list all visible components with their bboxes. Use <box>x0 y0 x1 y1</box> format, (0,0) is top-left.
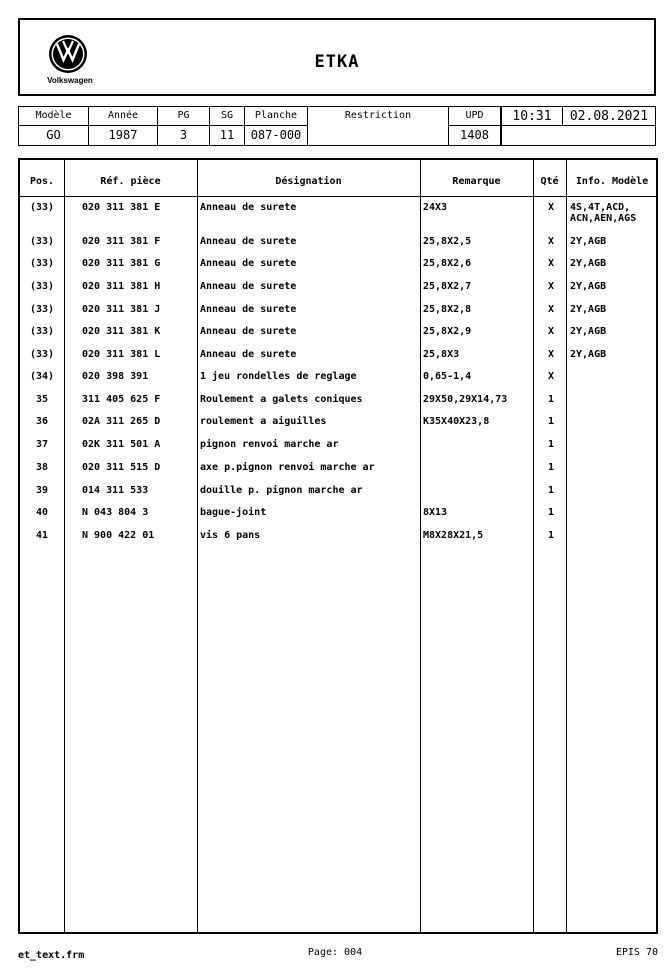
row-designation: Anneau de surete <box>200 258 297 269</box>
row-ref: 311 405 625 F <box>82 394 161 405</box>
row-qte: X <box>547 349 555 360</box>
row-pos: (33) <box>29 349 55 360</box>
row-remarque: K35X40X23,8 <box>423 416 490 427</box>
col-header-ref: Réf. pièce <box>100 176 161 187</box>
row-pos: (34) <box>29 371 55 382</box>
pg-value: 3 <box>179 128 188 142</box>
row-remarque: 29X50,29X14,73 <box>423 394 508 405</box>
footer-right: EPIS 70 <box>615 947 658 958</box>
row-pos: 39 <box>35 485 49 496</box>
row-qte: 1 <box>547 394 555 405</box>
row-ref: 020 311 381 K <box>82 326 161 337</box>
row-remarque: M8X28X21,5 <box>423 530 484 541</box>
row-qte: 1 <box>547 485 555 496</box>
row-ref: 020 398 391 <box>82 371 149 382</box>
row-qte: X <box>547 304 555 315</box>
row-designation: pignon renvoi marche ar <box>200 439 339 450</box>
row-designation: axe p.pignon renvoi marche ar <box>200 462 375 473</box>
row-ref: 014 311 533 <box>82 485 149 496</box>
annee-value: 1987 <box>108 128 138 142</box>
info-datetime <box>501 106 656 146</box>
col-header-qte: Qté <box>540 176 559 187</box>
time-value: 10:31 <box>512 109 552 124</box>
page-title: ETKA <box>314 52 360 72</box>
row-ref: 02K 311 501 A <box>82 439 161 450</box>
row-qte: 1 <box>547 462 555 473</box>
row-pos: (33) <box>29 236 55 247</box>
row-pos: 38 <box>35 462 49 473</box>
row-pos: 40 <box>35 507 49 518</box>
row-remarque: 24X3 <box>423 202 448 213</box>
row-designation: roulement a aiguilles <box>200 416 327 427</box>
row-info-modele: 2Y,AGB <box>570 326 607 337</box>
row-qte: 1 <box>547 439 555 450</box>
annee-label: Année <box>107 110 139 121</box>
row-ref: 020 311 381 F <box>82 236 161 247</box>
row-qte: X <box>547 202 555 213</box>
row-ref: 020 311 381 G <box>82 258 161 269</box>
row-ref: 020 311 381 J <box>82 304 161 315</box>
row-pos: (33) <box>29 326 55 337</box>
row-designation: Anneau de surete <box>200 236 297 247</box>
row-ref: 02A 311 265 D <box>82 416 161 427</box>
info-pg <box>157 106 209 146</box>
row-qte: 1 <box>547 530 555 541</box>
upd-value: 1408 <box>460 128 489 142</box>
col-header-remarque: Remarque <box>452 176 501 187</box>
pg-label: PG <box>177 110 190 121</box>
info-annee <box>88 106 157 146</box>
info-restriction <box>307 106 448 146</box>
row-designation: douille p. pignon marche ar <box>200 485 363 496</box>
row-qte: X <box>547 281 555 292</box>
row-ref: N 900 422 01 <box>82 530 155 541</box>
row-remarque: 25,8X2,8 <box>423 304 472 315</box>
row-designation: Anneau de surete <box>200 326 297 337</box>
row-ref: 020 311 381 L <box>82 349 161 360</box>
row-qte: X <box>547 236 555 247</box>
info-planche <box>244 106 307 146</box>
row-ref: 020 311 515 D <box>82 462 161 473</box>
info-upd <box>448 106 501 146</box>
row-designation: 1 jeu rondelles de reglage <box>200 371 357 382</box>
col-header-info-modele: Info. Modèle <box>575 176 649 187</box>
row-info-modele-line2: ACN,AEN,AGS <box>570 213 637 224</box>
row-info-modele: 2Y,AGB <box>570 281 607 292</box>
footer-left: et_text.frm <box>18 950 85 961</box>
row-info-modele: 2Y,AGB <box>570 236 607 247</box>
row-pos: 41 <box>35 530 49 541</box>
row-ref: 020 311 381 H <box>82 281 161 292</box>
upd-label: UPD <box>465 110 484 121</box>
row-designation: vis 6 pans <box>200 530 261 541</box>
info-row <box>18 106 656 146</box>
row-info-modele: 2Y,AGB <box>570 349 607 360</box>
row-designation: Anneau de surete <box>200 202 297 213</box>
row-designation: bague-joint <box>200 507 267 518</box>
footer-center: Page: 004 <box>307 947 363 958</box>
row-qte: 1 <box>547 507 555 518</box>
row-pos: 36 <box>35 416 49 427</box>
row-qte: X <box>547 371 555 382</box>
row-pos: 37 <box>35 439 49 450</box>
date-value: 02.08.2021 <box>569 109 649 124</box>
row-remarque: 0,65-1,4 <box>423 371 472 382</box>
row-ref: 020 311 381 E <box>82 202 161 213</box>
row-designation: Anneau de surete <box>200 281 297 292</box>
info-modele <box>18 106 88 146</box>
row-pos: (33) <box>29 202 55 213</box>
logo-text: Volkswagen <box>47 76 93 85</box>
row-remarque: 25,8X2,5 <box>423 236 472 247</box>
modele-value: GO <box>46 128 61 142</box>
restriction-label: Restriction <box>344 110 412 121</box>
row-pos: (33) <box>29 304 55 315</box>
row-info-modele: 4S,4T,ACD, <box>570 202 631 213</box>
row-remarque: 25,8X2,9 <box>423 326 472 337</box>
row-designation: Anneau de surete <box>200 349 297 360</box>
row-designation: Roulement a galets coniques <box>200 394 363 405</box>
row-qte: 1 <box>547 416 555 427</box>
row-remarque: 25,8X3 <box>423 349 460 360</box>
row-qte: X <box>547 258 555 269</box>
header-box <box>18 18 656 96</box>
row-info-modele: 2Y,AGB <box>570 258 607 269</box>
row-remarque: 8X13 <box>423 507 448 518</box>
row-remarque: 25,8X2,7 <box>423 281 472 292</box>
row-pos: (33) <box>29 281 55 292</box>
row-designation: Anneau de surete <box>200 304 297 315</box>
modele-label: Modèle <box>35 110 72 121</box>
info-sg <box>209 106 244 146</box>
row-pos: 35 <box>35 394 49 405</box>
sg-value: 11 <box>219 128 235 142</box>
row-remarque: 25,8X2,6 <box>423 258 472 269</box>
row-pos: (33) <box>29 258 55 269</box>
row-info-modele: 2Y,AGB <box>570 304 607 315</box>
col-header-designation: Désignation <box>275 176 342 187</box>
parts-table <box>18 158 658 934</box>
col-header-pos: Pos. <box>29 176 55 187</box>
planche-value: 087-000 <box>250 128 302 142</box>
row-qte: X <box>547 326 555 337</box>
planche-label: Planche <box>254 110 298 121</box>
row-ref: N 043 804 3 <box>82 507 149 518</box>
sg-label: SG <box>220 110 234 121</box>
